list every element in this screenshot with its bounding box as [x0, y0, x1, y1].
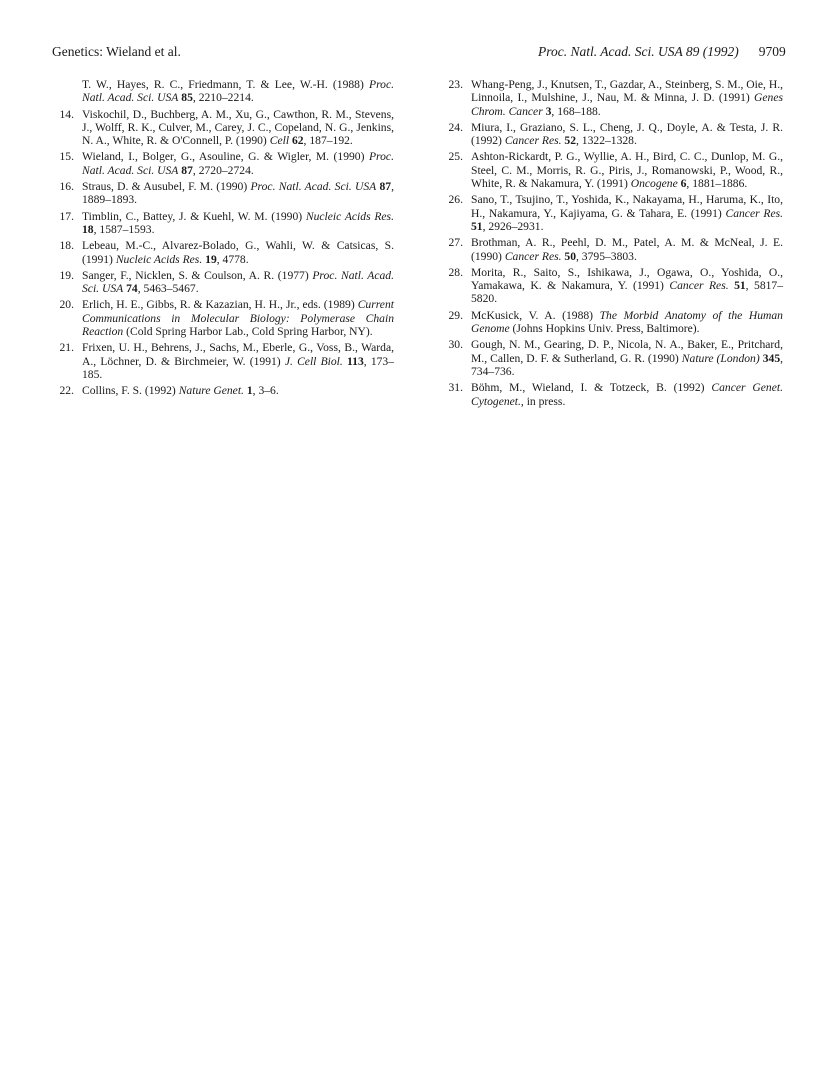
reference-volume: 50: [564, 249, 576, 263]
reference-volume: 18: [82, 222, 94, 236]
reference-number: 16.: [59, 180, 74, 194]
reference-authors: Brothman, A. R., Peehl, D. M., Patel, A. M. & McNeal, J. E. (1990): [471, 236, 783, 263]
reference-number: 28.: [448, 265, 463, 279]
reference-authors: McKusick, V. A. (1988): [471, 308, 594, 322]
running-header-left: Genetics: Wieland et al.: [52, 44, 181, 59]
reference-volume: 62: [291, 134, 304, 148]
reference-entry: 30. Gough, N. M., Gearing, D. P., Nicola, N. A., Baker, E., Pritchard, M., Callen, D. F. & Sutherland, G. R. (1990) Nature (London) 345, 734–736.: [441, 338, 783, 378]
reference-pages: , in press.: [520, 394, 566, 408]
reference-pages: 1587–1593.: [99, 222, 155, 236]
reference-entry: 21. Frixen, U. H., Behrens, J., Sachs, M., Eberle, G., Voss, B., Warda, A., Löchner, D. & Birchmeier, W. (1991) J. Cell Biol. 113, 173–185.: [52, 341, 394, 381]
reference-entry: 17. Timblin, C., Battey, J. & Kuehl, W. M. (1990) Nucleic Acids Res. 18, 1587–1593.: [52, 210, 394, 237]
reference-pages: 1889–1893.: [82, 193, 138, 207]
reference-number: 31.: [448, 381, 463, 395]
reference-authors: Sano, T., Tsujino, T., Yoshida, K., Nakayama, H., Haruma, K., Ito, H., Nakamura, Y., Kajiyama, G. & Tahara, E. (1991): [471, 193, 783, 220]
reference-journal: Proc. Natl. Acad. Sci. USA: [250, 180, 377, 194]
reference-entry: [441, 309, 783, 336]
reference-journal: Nucleic Acids Res.: [305, 209, 394, 223]
reference-pages: 187–192.: [309, 134, 353, 148]
reference-authors: Timblin, C., Battey, J. & Kuehl, W. M. (1990): [82, 209, 303, 223]
reference-number: 23.: [448, 78, 463, 91]
reference-pages: 173–185.: [82, 354, 395, 381]
reference-number: 29.: [448, 308, 463, 322]
reference-authors: Frixen, U. H., Behrens, J., Sachs, M., Eberle, G., Voss, B., Warda, A., Löchner, D. & Birchmeier, W. (1991): [82, 341, 394, 368]
reference-authors: Morita, R., Saito, S., Ishikawa, J., Ogawa, O., Yoshida, O., Yamakawa, K. & Nakamura, Y. (1991): [471, 265, 783, 293]
reference-entry: 16. Straus, D. & Ausubel, F. M. (1990) Proc. Natl. Acad. Sci. USA 87, 1889–1893.: [52, 180, 394, 207]
reference-journal: The Morbid Anatomy of the Human Genome: [471, 308, 783, 336]
reference-volume: 6: [680, 177, 687, 191]
reference-entry: T. W., Hayes, R. C., Friedmann, T. & Lee, W.-H. (1988) Proc. Natl. Acad. Sci. USA 85, 2210–2214.: [82, 78, 394, 105]
reference-number: 17.: [59, 209, 74, 223]
reference-number: 14.: [59, 107, 74, 121]
reference-entry: 14. Viskochil, D., Buchberg, A. M., Xu, G., Cawthon, R. M., Stevens, J., Wolff, R. K., Culver, M., Carey, J. C., Copeland, N. G., Jenkins, N. A., White, R. & O'Connell, P. (1990) Cell 62, 187–192.: [52, 108, 394, 148]
reference-volume: 51: [471, 219, 483, 233]
reference-volume: 85: [181, 91, 193, 105]
reference-pages: (Johns Hopkins Univ. Press, Baltimore).: [512, 322, 700, 336]
reference-number: 20.: [59, 298, 74, 312]
reference-journal: Oncogene: [630, 177, 678, 191]
reference-volume: 3: [545, 104, 552, 118]
reference-journal: Cancer Res.: [669, 279, 729, 293]
reference-pages: 734–736.: [471, 364, 515, 378]
reference-journal: Nature Genet.: [178, 384, 244, 398]
reference-authors: Straus, D. & Ausubel, F. M. (1990): [82, 180, 248, 194]
reference-journal: Proc. Natl. Acad. Sci. USA: [82, 78, 394, 105]
reference-pages: 2926–2931.: [488, 219, 544, 233]
reference-authors: Böhm, M., Wieland, I. & Totzeck, B. (1992): [471, 381, 705, 395]
reference-entry: 15. Wieland, I., Bolger, G., Asouline, G. & Wigler, M. (1990) Proc. Natl. Acad. Sci. USA 87, 2720–2724.: [52, 150, 394, 177]
reference-pages: (Cold Spring Harbor Lab., Cold Spring Harbor, NY).: [126, 325, 373, 339]
reference-authors: Whang-Peng, J., Knutsen, T., Gazdar, A., Steinberg, S. M., Oie, H., Linnoila, I., Mulshine, J., Nau, M. & Minna, J. D. (1991): [471, 78, 783, 105]
reference-volume: 74: [126, 282, 138, 296]
reference-entry: 24. Miura, I., Graziano, S. L., Cheng, J. Q., Doyle, A. & Testa, J. R. (1992) Cancer Res. 52, 1322–1328.: [441, 121, 783, 148]
reference-authors: Erlich, H. E., Gibbs, R. & Kazazian, H. H., Jr., eds. (1989): [82, 298, 355, 312]
reference-entry: 26. Sano, T., Tsujino, T., Yoshida, K., Nakayama, H., Haruma, K., Ito, H., Nakamura, Y., Kajiyama, G. & Tahara, E. (1991) Cancer Res. 51, 2926–2931.: [441, 193, 783, 233]
reference-volume: 345: [762, 351, 781, 365]
reference-authors: Collins, F. S. (1992): [82, 384, 176, 398]
reference-entry: 28. Morita, R., Saito, S., Ishikawa, J., Ogawa, O., Yoshida, O., Yamakawa, K. & Nakamura, Y. (1991) Cancer Res. 51, 5817–5820.: [441, 266, 783, 306]
reference-number: 18.: [59, 239, 74, 253]
reference-journal: Genes Chrom. Cancer: [471, 91, 783, 118]
reference-authors: Ashton-Rickardt, P. G., Wyllie, A. H., Bird, C. C., Dunlop, M. G., Steel, C. M., Morris, R. G., Piris, J., Romanowski, P., Wood, R., White, R. & Nakamura, Y. (1991): [471, 150, 783, 191]
reference-journal: Current Communications in Molecular Biology: Polymerase Chain Reaction: [82, 298, 394, 339]
reference-journal: Cancer Genet. Cytogenet.: [471, 381, 783, 408]
journal-citation: Proc. Natl. Acad. Sci. USA 89 (1992): [538, 44, 739, 59]
reference-entry: [441, 381, 783, 408]
reference-journal: Cancer Res.: [725, 206, 783, 220]
reference-pages: 168–188.: [557, 104, 601, 118]
reference-pages: 1322–1328.: [581, 134, 637, 148]
reference-pages: 5817–5820.: [471, 279, 784, 306]
reference-entry: 27. Brothman, A. R., Peehl, D. M., Patel, A. M. & McNeal, J. E. (1990) Cancer Res. 50, 3795–3803.: [441, 236, 783, 263]
reference-pages: 2720–2724.: [198, 163, 254, 177]
reference-number: 26.: [448, 193, 463, 207]
reference-pages: 5463–5467.: [143, 282, 199, 296]
reference-volume: 113: [346, 354, 364, 368]
reference-journal: Proc. Natl. Acad. Sci. USA: [82, 150, 394, 177]
reference-number: 30.: [448, 338, 463, 352]
reference-number: 24.: [448, 120, 463, 134]
reference-number: 15.: [59, 150, 74, 164]
reference-journal: Cell: [269, 134, 290, 148]
reference-authors: Lebeau, M.-C., Alvarez-Bolado, G., Wahli, W. & Catsicas, S. (1991): [82, 239, 394, 266]
reference-pages: 2210–2214.: [198, 91, 254, 105]
reference-number: 21.: [59, 341, 74, 355]
reference-entry: 18. Lebeau, M.-C., Alvarez-Bolado, G., Wahli, W. & Catsicas, S. (1991) Nucleic Acids Res. 19, 4778.: [52, 239, 394, 266]
references-left-column: [52, 78, 394, 401]
reference-volume: 52: [564, 134, 576, 148]
reference-journal: Nucleic Acids Res.: [115, 252, 203, 266]
reference-number: 22.: [59, 384, 74, 398]
reference-journal: Cancer Res.: [504, 134, 562, 148]
reference-pages: 1881–1886.: [692, 177, 748, 191]
reference-authors: Viskochil, D., Buchberg, A. M., Xu, G., Cawthon, R. M., Stevens, J., Wolff, R. K., Culver, M., Carey, J. C., Copeland, N. G., Jenkins, N. A., White, R. & O'Connell, P. (1990): [82, 107, 394, 148]
reference-volume: 87: [379, 180, 392, 194]
reference-authors: Sanger, F., Nicklen, S. & Coulson, A. R. (1977): [82, 268, 309, 282]
reference-volume: 19: [205, 252, 217, 266]
reference-journal: Cancer Res.: [504, 249, 562, 263]
reference-number: 25.: [448, 150, 463, 164]
reference-number: 19.: [59, 268, 74, 282]
reference-pages: 3795–3803.: [581, 249, 637, 263]
reference-authors: Wieland, I., Bolger, G., Asouline, G. & Wigler, M. (1990): [82, 150, 365, 164]
reference-entry: 19. Sanger, F., Nicklen, S. & Coulson, A. R. (1977) Proc. Natl. Acad. Sci. USA 74, 5463–5467.: [52, 269, 394, 296]
reference-entry: 22. Collins, F. S. (1992) Nature Genet. 1, 3–6.: [52, 384, 394, 397]
reference-authors: Miura, I., Graziano, S. L., Cheng, J. Q., Doyle, A. & Testa, J. R. (1992): [471, 120, 783, 148]
reference-volume: 87: [181, 163, 193, 177]
reference-journal: J. Cell Biol.: [284, 354, 343, 368]
reference-entry: 25. Ashton-Rickardt, P. G., Wyllie, A. H., Bird, C. C., Dunlop, M. G., Steel, C. M., Morris, R. G., Piris, J., Romanowski, P., Wood, R., White, R. & Nakamura, Y. (1991) Oncogene 6, 1881–1886.: [441, 150, 783, 190]
reference-volume: 1: [246, 384, 253, 398]
running-header-right: [538, 44, 786, 60]
reference-pages: 3–6.: [258, 384, 279, 398]
reference-number: 27.: [448, 236, 463, 250]
reference-volume: 51: [734, 279, 746, 293]
references-right-column: [441, 78, 783, 411]
reference-authors: Gough, N. M., Gearing, D. P., Nicola, N. A., Baker, E., Pritchard, M., Callen, D. F. & Sutherland, G. R. (1990): [471, 338, 783, 365]
reference-entry: [52, 298, 394, 338]
reference-journal: Nature (London): [681, 351, 760, 365]
page-number: 9709: [758, 44, 786, 59]
reference-entry: 23. Whang-Peng, J., Knutsen, T., Gazdar, A., Steinberg, S. M., Oie, H., Linnoila, I., Mulshine, J., Nau, M. & Minna, J. D. (1991) Genes Chrom. Cancer 3, 168–188.: [441, 78, 783, 118]
reference-authors: T. W., Hayes, R. C., Friedmann, T. & Lee, W.-H. (1988): [82, 78, 364, 91]
reference-pages: 4778.: [222, 252, 249, 266]
reference-journal: Proc. Natl. Acad. Sci. USA: [82, 268, 394, 296]
